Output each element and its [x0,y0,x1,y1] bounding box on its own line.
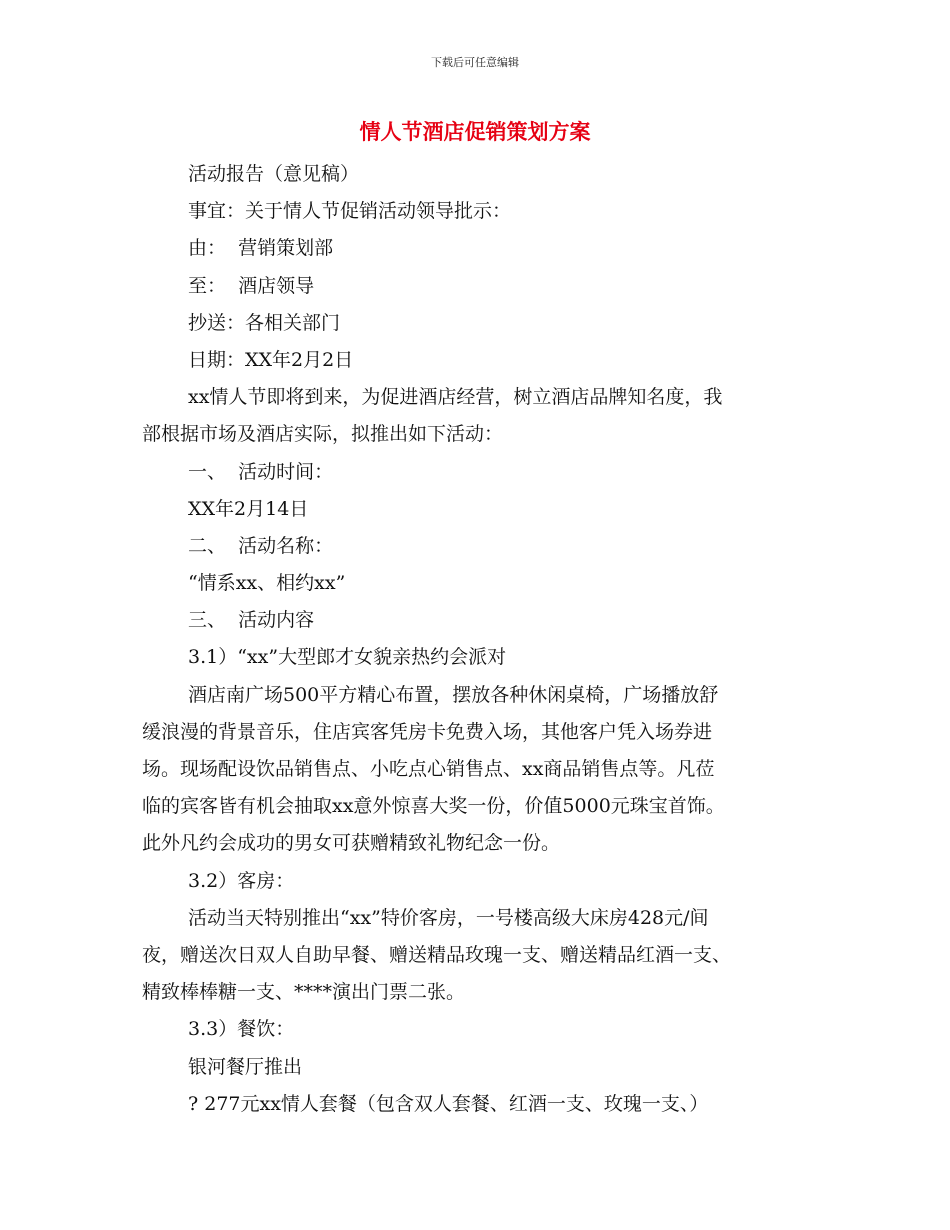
text-line: 3.3）餐饮： [188,1018,295,1041]
text-line: 由： 营销策划部 [188,237,334,260]
text-line: 精致棒棒糖一支、****演出门票二张。 [142,981,466,1004]
text-line: ? 277元xx情人套餐（包含双人套餐、红酒一支、玫瑰一支、） [188,1092,709,1115]
text-line: 活动报告（意见稿） [188,163,360,185]
text-line: 部根据市场及酒店实际，拟推出如下活动： [142,423,504,446]
text-line: 场。现场配设饮品销售点、小吃点心销售点、xx商品销售点等。凡莅 [142,758,715,780]
text-line: “情系xx、相约xx” [188,572,346,595]
document-title: 情人节酒店促销策划方案 [359,120,591,144]
text-line: 酒店南广场500平方精心布置，摆放各种休闲桌椅，广场播放舒 [188,683,719,706]
text-line: XX年2月14日 [188,497,309,520]
text-line: 二、 活动名称： [188,534,334,557]
document-body [142,156,810,1123]
text-line: 3.1）“xx”大型郎才女貌亲热约会派对 [188,646,507,669]
text-line: 至： 酒店领导 [188,274,315,297]
text-line: 抄送：各相关部门 [188,311,341,334]
text-line: 事宜：关于情人节促销活动领导批示： [188,200,512,223]
text-line: 银河餐厅推出 [188,1055,303,1078]
text-line: 日期：XX年2月2日 [188,348,354,371]
text-line: 缓浪漫的背景音乐，住店宾客凭房卡免费入场，其他客户凭入场券进 [142,720,713,743]
page-header: 下载后可任意编辑 [431,56,519,69]
text-line: 临的宾客皆有机会抽取xx意外惊喜大奖一份，价值5000元珠宝首饰。 [142,795,725,818]
text-line: xx情人节即将到来，为促进酒店经营，树立酒店品牌知名度，我 [188,386,723,409]
text-line: 三、 活动内容 [188,609,315,632]
text-line: 3.2）客房： [188,869,295,892]
text-line: 活动当天特别推出“xx”特价客房，一号楼高级大床房428元/间 [188,906,709,929]
text-line: 此外凡约会成功的男女可获赠精致礼物纪念一份。 [142,832,561,855]
text-line: 夜，赠送次日双人自助早餐、赠送精品玫瑰一支、赠送精品红酒一支、 [142,943,732,966]
text-line: 一、 活动时间： [188,460,334,483]
